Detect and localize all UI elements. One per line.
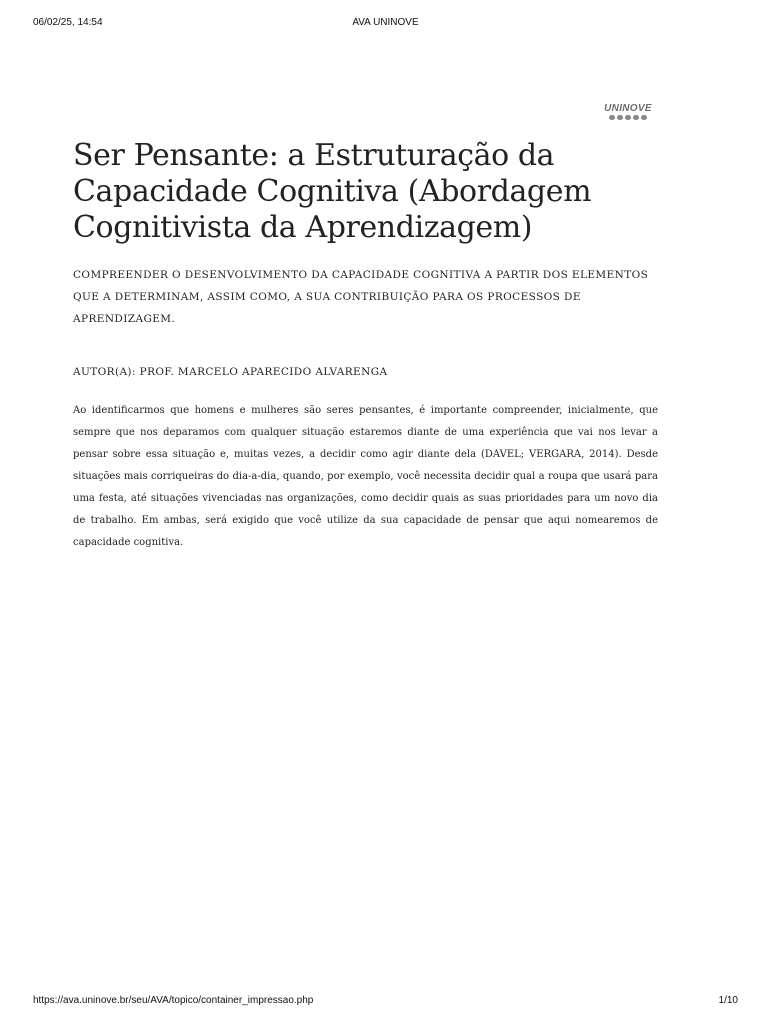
- author-label: AUTOR(A):: [73, 366, 136, 378]
- document-author: [73, 364, 658, 380]
- body-paragraph: Ao identificarmos que homens e mulheres são seres pensantes, é importante compreender, inicialmente, que sempre que nos deparamos com qualquer situação estaremos diante de uma experiência que vai nos levar a pensar sobre essa situação e, muitas vezes, a decidir como agir diante dela (DAVEL; VERGARA, 2014). Desde situações mais corriqueiras do dia-a-dia, quando, por exemplo, você necessita decidir qual a roupa que usará para uma festa, até situações vivenciadas nas organizações, como decidir quais as suas prioridades para um novo dia de trabalho. Em ambas, será exigido que você utilize da sua capacidade de pensar que aqui nomearemos de capacidade cognitiva.: [73, 405, 658, 548]
- document-subtitle: COMPREENDER O DESENVOLVIMENTO DA CAPACIDADE COGNITIVA A PARTIR DOS ELEMENTOS QUE A DETERMINAM, ASSIM COMO, A SUA CONTRIBUIÇÃO PARA OS PROCESSOS DE APRENDIZAGEM.: [73, 269, 649, 325]
- uninove-logo: [600, 103, 656, 123]
- logo-text: UNINOVE: [604, 103, 652, 114]
- print-page-title: AVA UNINOVE: [352, 17, 419, 28]
- logo-dots-icon: [600, 115, 656, 120]
- document-content: [73, 138, 658, 554]
- print-header: [33, 17, 738, 31]
- document-title: Ser Pensante: a Estruturação da Capacidade Cognitiva (Abordagem Cognitivista da Aprendizagem): [73, 138, 592, 245]
- print-datetime: 06/02/25, 14:54: [33, 17, 103, 28]
- page-number: 1/10: [718, 995, 738, 1006]
- print-footer: [33, 995, 738, 1009]
- author-name: PROF. MARCELO APARECIDO ALVARENGA: [139, 366, 388, 378]
- print-url: https://ava.uninove.br/seu/AVA/topico/container_impressao.php: [33, 995, 314, 1006]
